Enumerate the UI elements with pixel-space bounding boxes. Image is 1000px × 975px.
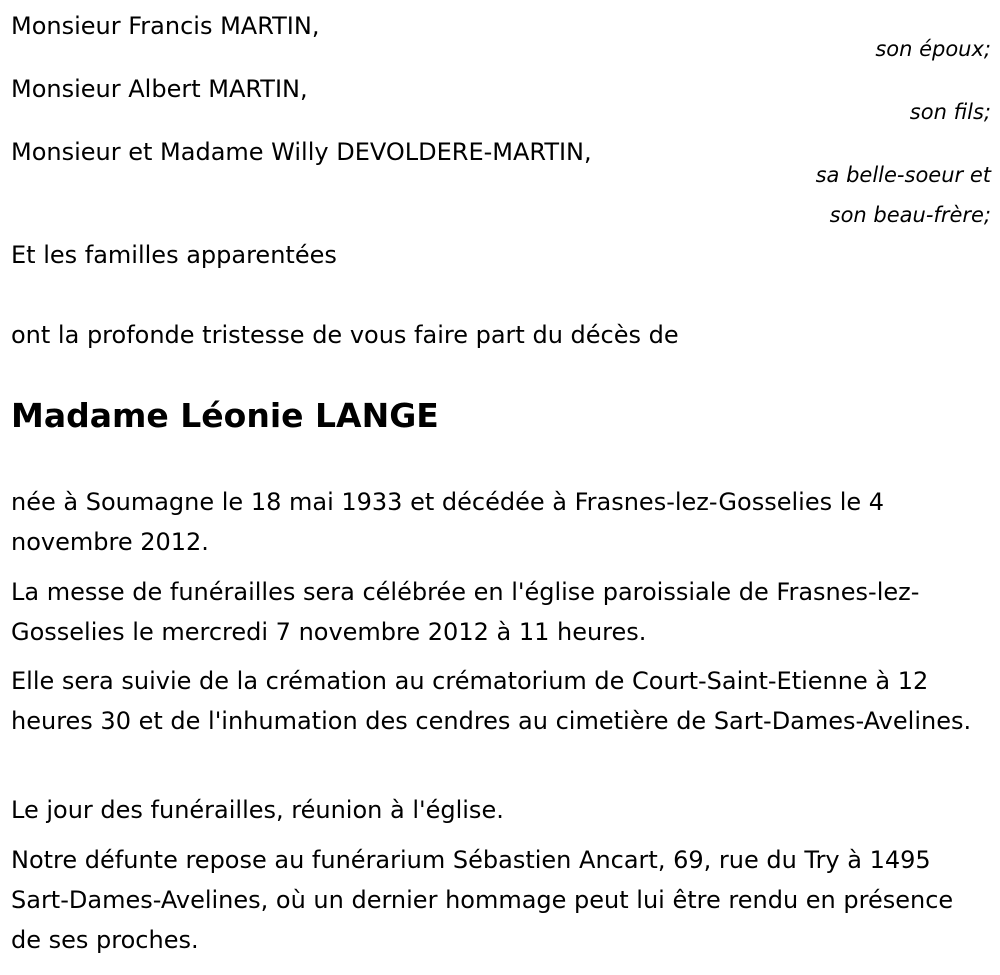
reunion-paragraph: Le jour des funérailles, réunion à l'église. — [11, 796, 504, 824]
family-member-relation: son beau-frère; — [829, 203, 991, 227]
cremation-paragraph: Elle sera suivie de la crémation au crématorium de Court-Saint-Etienne à 12 heures 30 et de l'inhumation des cendres au cimetière de Sart-Dames-Avelines. — [11, 667, 972, 735]
deceased-name: Madame Léonie LANGE — [11, 396, 439, 435]
family-member-name: Monsieur Albert MARTIN, — [11, 75, 308, 103]
birth-death-paragraph: née à Soumagne le 18 mai 1933 et décédée à Frasnes-lez-Gosselies le 4 novembre 2012. — [11, 488, 885, 556]
family-member-relation: son fils; — [909, 100, 991, 124]
funerarium-paragraph: Notre défunte repose au funérarium Sébastien Ancart, 69, rue du Try à 1495 Sart-Dames-Avelines, où un dernier hommage peut lui être rendu en présence de ses proches. — [11, 846, 954, 954]
family-member-name: Monsieur et Madame Willy DEVOLDERE-MARTIN, — [11, 138, 592, 166]
funeral-mass-paragraph: La messe de funérailles sera célébrée en l'église paroissiale de Frasnes-lez-Gosselies le mercredi 7 novembre 2012 à 11 heures. — [11, 578, 920, 646]
family-member-relation: son époux; — [875, 37, 991, 61]
family-member-name: Monsieur Francis MARTIN, — [11, 12, 320, 40]
related-families-line: Et les familles apparentées — [11, 241, 337, 269]
announcement-line: ont la profonde tristesse de vous faire part du décès de — [11, 321, 679, 349]
family-member-relation: sa belle-soeur et — [815, 163, 991, 187]
